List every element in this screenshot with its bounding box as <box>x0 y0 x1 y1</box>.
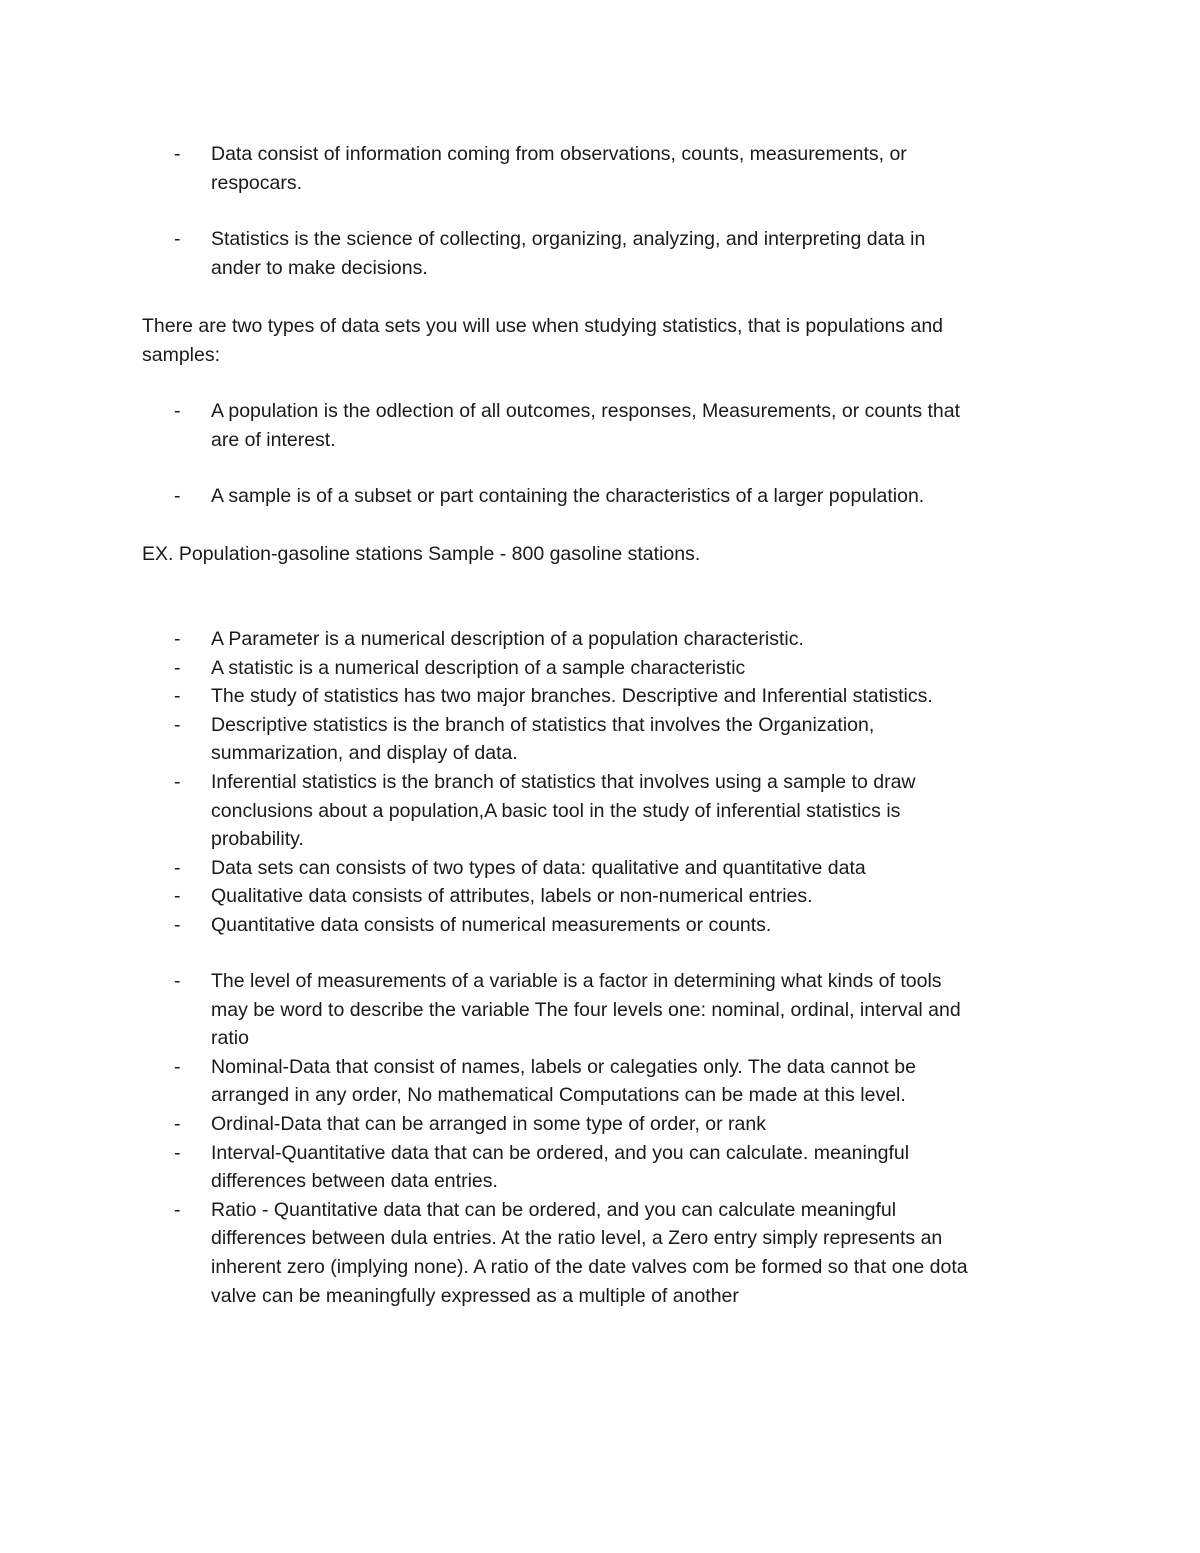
list-item-line: Statistics is the science of collecting, organizing, analyzing, and interpreting data in <box>211 228 926 251</box>
bullet-dash: - <box>174 970 181 992</box>
intro-line: samples: <box>142 343 221 366</box>
bullet-dash: - <box>174 770 181 793</box>
list-item <box>0 967 1061 1053</box>
list-item-line: conclusions about a population,A basic tool in the study of inferential statistics is <box>211 799 901 822</box>
bullet-list-population-sample <box>0 397 1200 511</box>
list-item-line: ratio <box>211 1027 249 1050</box>
bullet-dash: - <box>174 400 181 422</box>
list-item <box>0 625 1061 654</box>
list-item-line: inherent zero (implying none). A ratio of the date valves com be formed so that one dota <box>211 1255 968 1278</box>
list-item <box>0 140 1061 197</box>
bullet-dash: - <box>174 485 181 508</box>
list-item-line: are of interest. <box>211 428 336 451</box>
intro-text <box>0 312 1042 369</box>
list-item-line: The study of statistics has two major branches. Descriptive and Inferential statistics. <box>211 685 933 708</box>
list-item-line: Qualitative data consists of attributes, labels or non-numerical entries. <box>211 885 813 908</box>
list-item-line: summarization, and display of data. <box>211 742 518 765</box>
list-item <box>0 911 1061 940</box>
list-item <box>0 711 1061 768</box>
list-item-line: Ratio - Quantitative data that can be ordered, and you can calculate meaningful <box>211 1198 897 1221</box>
bullet-dash: - <box>174 856 181 879</box>
list-item-line: Data sets can consists of two types of data: qualitative and quantitative data <box>211 856 866 879</box>
bullet-list-measurement-levels <box>0 967 1200 1310</box>
bullet-dash: - <box>174 228 181 251</box>
list-item <box>0 682 1061 711</box>
bullet-dash: - <box>174 913 181 936</box>
intro-line: There are two types of data sets you will use when studying statistics, that is populations and <box>142 315 944 337</box>
bullet-dash: - <box>174 685 181 708</box>
list-item <box>0 654 1061 683</box>
list-item-line: differences between dula entries. At the ratio level, a Zero entry simply represents an <box>211 1227 943 1250</box>
bullet-list-statistics-terms <box>0 625 1200 940</box>
list-item-line: Inferential statistics is the branch of statistics that involves using a sample to draw <box>211 770 916 793</box>
list-item-line: A population is the odlection of all outcomes, responses, Measurements, or counts that <box>211 400 961 422</box>
list-item-line: valve can be meaningfully expressed as a multiple of another <box>211 1284 739 1307</box>
list-item-line: Nominal-Data that consist of names, labels or calegaties only. The data cannot be <box>211 1055 916 1078</box>
example-line: EX. Population-gasoline stations Sample - 800 gasoline stations. <box>142 543 701 565</box>
list-item-line: A statistic is a numerical description of a sample characteristic <box>211 656 746 679</box>
list-item-line: A Parameter is a numerical description of a population characteristic. <box>211 628 804 650</box>
list-item-line: Descriptive statistics is the branch of statistics that involves the Organization, <box>211 713 875 736</box>
list-item <box>0 1196 1061 1310</box>
list-item <box>0 854 1061 883</box>
list-item <box>0 1139 1061 1196</box>
list-item-line: probability. <box>211 828 304 851</box>
list-item <box>0 482 1061 511</box>
list-item-line: differences between data entries. <box>211 1170 498 1193</box>
list-item-line: Quantitative data consists of numerical measurements or counts. <box>211 913 772 936</box>
bullet-dash: - <box>174 628 181 650</box>
bullet-dash: - <box>174 885 181 908</box>
bullet-dash: - <box>174 1055 181 1078</box>
list-item-line: The level of measurements of a variable is a factor in determining what kinds of tools <box>211 970 942 992</box>
list-item <box>0 225 1061 282</box>
list-item <box>0 882 1061 911</box>
bullet-dash: - <box>174 656 181 679</box>
bullet-list-definitions <box>0 140 1200 282</box>
bullet-dash: - <box>174 1112 181 1135</box>
bullet-dash: - <box>174 143 181 165</box>
bullet-dash: - <box>174 1198 181 1221</box>
list-item-line: arranged in any order, No mathematical Computations can be made at this level. <box>211 1084 906 1107</box>
bullet-dash: - <box>174 1141 181 1164</box>
list-item-line: may be word to describe the variable The four levels one: nominal, ordinal, interval and <box>211 998 961 1021</box>
list-item-line: Interval-Quantitative data that can be ordered, and you can calculate. meaningful <box>211 1141 910 1164</box>
list-item <box>0 397 1061 454</box>
list-item <box>0 1053 1061 1110</box>
example-paragraph <box>0 540 1200 569</box>
list-item-line: Data consist of information coming from observations, counts, measurements, or <box>211 143 907 165</box>
list-item <box>0 768 1061 854</box>
list-item-line: ander to make decisions. <box>211 256 428 279</box>
list-item-line: respocars. <box>211 171 303 194</box>
list-item <box>0 1110 1061 1139</box>
intro-paragraph <box>0 312 1200 369</box>
bullet-dash: - <box>174 713 181 736</box>
list-item-line: Ordinal-Data that can be arranged in some type of order, or rank <box>211 1112 766 1135</box>
list-item-line: A sample is of a subset or part containing the characteristics of a larger population. <box>211 485 925 508</box>
